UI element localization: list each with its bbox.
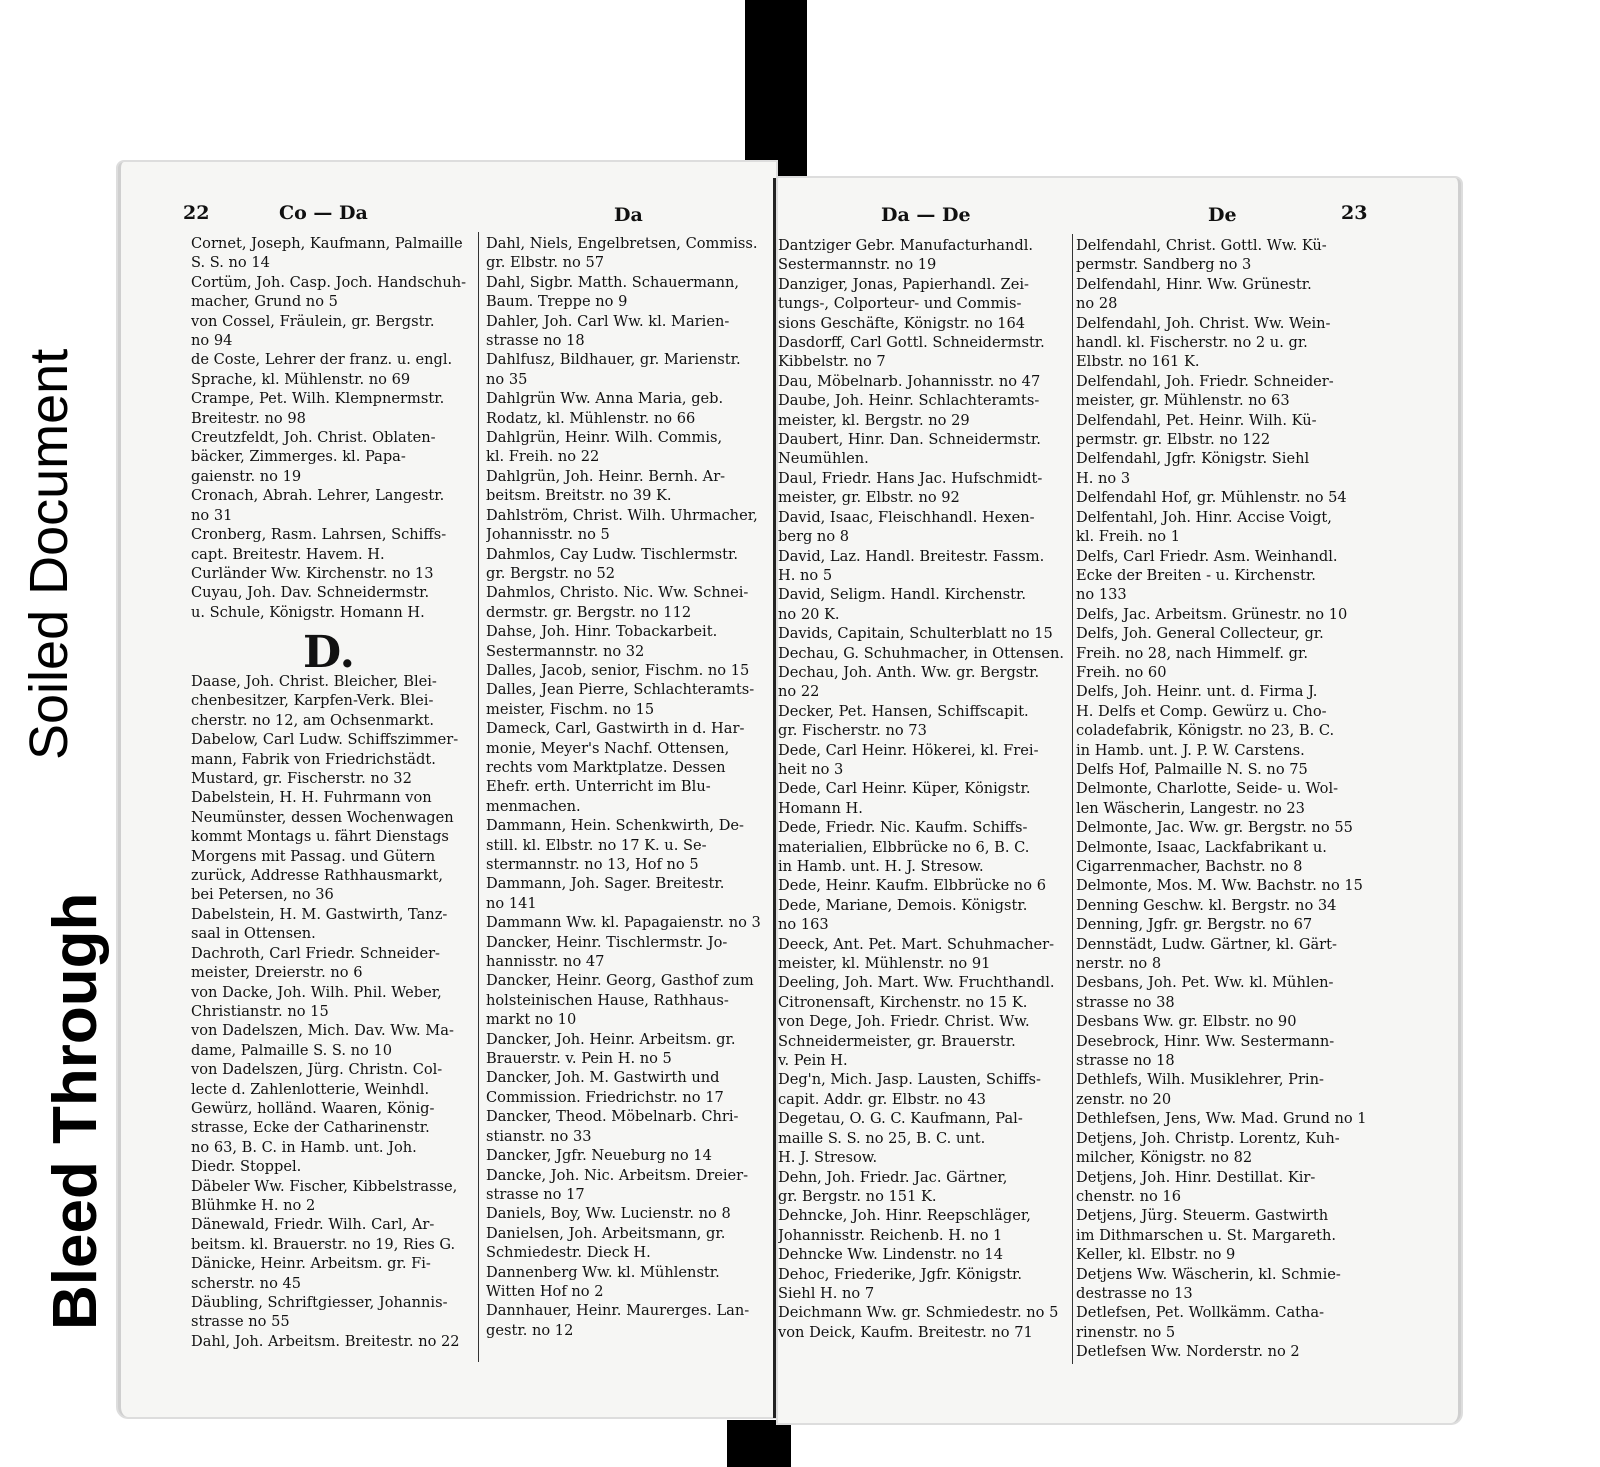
right-column-1 <box>778 236 1068 1342</box>
directory-line: no 35 <box>486 370 528 388</box>
directory-line: maille S. S. no 25, B. C. unt. <box>778 1129 986 1147</box>
directory-line: Blühmke H. no 2 <box>191 1196 316 1214</box>
directory-line: Daniels, Boy, Ww. Lucienstr. no 8 <box>486 1205 731 1223</box>
directory-line: Neumühlen. <box>778 450 869 468</box>
directory-line: lecte d. Zahlenlotterie, Weinhdl. <box>191 1080 430 1098</box>
directory-line: Delmonte, Isaac, Lackfabrikant u. <box>1076 838 1327 856</box>
directory-line: strasse no 18 <box>486 332 585 350</box>
directory-line: Cigarrenmacher, Bachstr. no 8 <box>1076 858 1303 875</box>
directory-line: Dänewald, Friedr. Wilh. Carl, Ar- <box>191 1216 435 1234</box>
directory-line: Homann H. <box>778 799 863 817</box>
directory-line: markt no 10 <box>486 1011 577 1029</box>
directory-line: Baum. Treppe no 9 <box>486 293 628 311</box>
directory-line: Dahlfusz, Bildhauer, gr. Marienstr. <box>486 351 741 369</box>
directory-line: holsteinischen Hause, Rathhaus- <box>486 991 729 1009</box>
directory-line: gaienstr. no 19 <box>191 467 302 485</box>
directory-line: Detjens, Joh. Christp. Lorentz, Kuh- <box>1076 1129 1340 1147</box>
directory-line: Desbans Ww. gr. Elbstr. no 90 <box>1076 1013 1297 1031</box>
directory-line: David, Laz. Handl. Breitestr. Fassm. <box>778 547 1045 565</box>
directory-line: Delfs, Joh. General Collecteur, gr. <box>1076 625 1324 643</box>
directory-line: H. Delfs et Comp. Gewürz u. Cho- <box>1076 702 1327 720</box>
binding-strip-top <box>745 0 807 182</box>
left-header-left: Co — Da <box>279 202 368 224</box>
binding-strip-bottom <box>727 1420 791 1467</box>
directory-line: no 20 K. <box>778 605 840 623</box>
directory-line: Ehefr. erth. Unterricht im Blu- <box>486 778 711 796</box>
directory-line: permstr. Sandberg no 3 <box>1076 256 1252 274</box>
directory-line: Breitestr. no 98 <box>191 409 306 427</box>
directory-line: von Dadelszen, Mich. Dav. Ww. Ma- <box>191 1022 454 1040</box>
right-header-right: De <box>1208 204 1237 226</box>
directory-line: no 63, B. C. in Hamb. unt. Joh. <box>191 1138 417 1156</box>
directory-line: Dahl, Niels, Engelbretsen, Commiss. <box>486 235 758 252</box>
directory-line: meister, kl. Mühlenstr. no 91 <box>778 955 991 973</box>
directory-line: Däubling, Schriftgiesser, Johannis- <box>191 1294 448 1311</box>
directory-line: Deeck, Ant. Pet. Mart. Schuhmacher- <box>778 935 1055 953</box>
directory-line: beitsm. Breitstr. no 39 K. <box>486 487 672 505</box>
directory-line: Dannhauer, Heinr. Maurerges. Lan- <box>486 1302 750 1320</box>
column-rule <box>1072 234 1073 1364</box>
directory-line: Davids, Capitain, Schulterblatt no 15 <box>778 625 1053 643</box>
directory-line: Dancker, Jgfr. Neueburg no 14 <box>486 1147 712 1165</box>
directory-line: Dehncke, Joh. Hinr. Reepschläger, <box>778 1207 1031 1225</box>
directory-line: Neumünster, dessen Wochenwagen <box>191 808 454 826</box>
directory-line: Cuyau, Joh. Dav. Schneidermstr. <box>191 584 430 602</box>
left-column-1-top <box>191 234 473 622</box>
left-page <box>118 162 776 1417</box>
directory-line: stermannstr. no 13, Hof no 5 <box>486 856 699 873</box>
directory-line: heit no 3 <box>778 760 844 778</box>
directory-line: Dau, Möbelnarb. Johannisstr. no 47 <box>778 372 1041 390</box>
directory-line: Dantziger Gebr. Manufacturhandl. <box>778 237 1034 254</box>
directory-line: Mustard, gr. Fischerstr. no 32 <box>191 770 412 788</box>
directory-line: no 94 <box>191 332 233 350</box>
directory-line: von Deick, Kaufm. Breitestr. no 71 <box>778 1323 1033 1341</box>
directory-line: Schmiedestr. Dieck H. <box>486 1244 651 1262</box>
directory-line: meister, kl. Bergstr. no 29 <box>778 411 970 429</box>
directory-line: Dahlgrün Ww. Anna Maria, geb. <box>486 390 724 408</box>
directory-line: Delfentahl, Joh. Hinr. Accise Voigt, <box>1076 508 1332 526</box>
directory-line: Delfendahl, Jgfr. Königstr. Siehl <box>1076 450 1310 468</box>
directory-line: Daubert, Hinr. Dan. Schneidermstr. <box>778 431 1041 449</box>
directory-line: Citronensaft, Kirchenstr. no 15 K. <box>778 993 1028 1011</box>
directory-line: Sestermannstr. no 32 <box>486 642 645 660</box>
directory-line: zurück, Addresse Rathhausmarkt, <box>191 867 443 885</box>
directory-line: Dabelstein, H. M. Gastwirth, Tanz- <box>191 905 448 923</box>
directory-line: H. no 3 <box>1076 469 1131 487</box>
directory-line: David, Isaac, Fleischhandl. Hexen- <box>778 508 1035 526</box>
directory-line: strasse no 55 <box>191 1313 290 1331</box>
section-letter: D. <box>303 627 355 678</box>
directory-line: Keller, kl. Elbstr. no 9 <box>1076 1246 1236 1264</box>
directory-line: Dancker, Heinr. Georg, Gasthof zum <box>486 972 754 990</box>
directory-line: Degetau, O. G. C. Kaufmann, Pal- <box>778 1110 1023 1128</box>
left-column-2 <box>486 234 771 1340</box>
directory-line: kl. Freih. no 22 <box>486 448 600 466</box>
directory-line: S. S. no 14 <box>191 254 270 272</box>
directory-line: von Dege, Joh. Friedr. Christ. Ww. <box>778 1013 1030 1031</box>
directory-line: strasse, Ecke der Catharinenstr. <box>191 1119 430 1137</box>
directory-line: Witten Hof no 2 <box>486 1282 604 1300</box>
directory-line: Dancker, Heinr. Tischlermstr. Jo- <box>486 933 728 951</box>
directory-line: sions Geschäfte, Königstr. no 164 <box>778 314 1026 332</box>
directory-line: Däbeler Ww. Fischer, Kibbelstrasse, <box>191 1177 458 1195</box>
directory-line: Delfendahl, Hinr. Ww. Grünestr. <box>1076 275 1312 293</box>
directory-line: Schneidermeister, gr. Brauerstr. <box>778 1032 1016 1050</box>
directory-line: Dahmlos, Cay Ludw. Tischlermstr. <box>486 545 739 563</box>
directory-line: v. Pein H. <box>778 1052 848 1070</box>
directory-line: Dethlefs, Wilh. Musiklehrer, Prin- <box>1076 1071 1324 1089</box>
directory-line: Curländer Ww. Kirchenstr. no 13 <box>191 564 434 582</box>
directory-line: Rodatz, kl. Mühlenstr. no 66 <box>486 409 696 427</box>
directory-line: berg no 8 <box>778 528 850 546</box>
directory-line: David, Seligm. Handl. Kirchenstr. <box>778 586 1026 604</box>
directory-line: Desbans, Joh. Pet. Ww. kl. Mühlen- <box>1076 974 1334 992</box>
directory-line: dame, Palmaille S. S. no 10 <box>191 1041 393 1059</box>
directory-line: u. Schule, Königstr. Homann H. <box>191 603 425 621</box>
directory-line: Ecke der Breiten - u. Kirchenstr. <box>1076 566 1316 584</box>
directory-line: im Dithmarschen u. St. Margareth. <box>1076 1226 1337 1244</box>
directory-line: no 22 <box>778 683 820 701</box>
directory-line: Daul, Friedr. Hans Jac. Hufschmidt- <box>778 469 1043 487</box>
directory-line: Dameck, Carl, Gastwirth in d. Har- <box>486 720 745 738</box>
directory-line: Dahse, Joh. Hinr. Tobackarbeit. <box>486 623 718 641</box>
directory-line: Detlefsen, Pet. Wollkämm. Catha- <box>1076 1304 1325 1322</box>
directory-line: Dahl, Joh. Arbeitsm. Breitestr. no 22 <box>191 1332 460 1350</box>
directory-line: Dehn, Joh. Friedr. Jac. Gärtner, <box>778 1168 1008 1186</box>
directory-line: Denning, Jgfr. gr. Bergstr. no 67 <box>1076 916 1313 934</box>
directory-line: meister, gr. Elbstr. no 92 <box>778 489 960 507</box>
directory-line: Dachroth, Carl Friedr. Schneider- <box>191 944 440 962</box>
left-column-1-bottom <box>191 672 473 1351</box>
directory-line: no 141 <box>486 894 537 912</box>
directory-line: Morgens mit Passag. und Gütern <box>191 847 436 865</box>
directory-line: Denning Geschw. kl. Bergstr. no 34 <box>1076 896 1337 914</box>
left-page-number: 22 <box>183 202 210 224</box>
directory-line: Delfs, Joh. Heinr. unt. d. Firma J. <box>1076 683 1318 701</box>
directory-line: Creutzfeldt, Joh. Christ. Oblaten- <box>191 429 436 447</box>
directory-line: Daube, Joh. Heinr. Schlachteramts- <box>778 392 1040 410</box>
directory-line: no 163 <box>778 916 829 934</box>
directory-line: Delfendahl Hof, gr. Mühlenstr. no 54 <box>1076 489 1347 507</box>
directory-line: meister, Dreierstr. no 6 <box>191 964 363 982</box>
directory-line: bei Petersen, no 36 <box>191 886 334 904</box>
directory-line: Dehoc, Friederike, Jgfr. Königstr. <box>778 1265 1023 1283</box>
directory-line: Dancker, Joh. Heinr. Arbeitsm. gr. <box>486 1030 736 1048</box>
directory-line: Dahlgrün, Joh. Heinr. Bernh. Ar- <box>486 467 726 485</box>
directory-line: Cronach, Abrah. Lehrer, Langestr. <box>191 487 445 505</box>
directory-line: Dennstädt, Ludw. Gärtner, kl. Gärt- <box>1076 935 1337 953</box>
directory-line: Delmonte, Mos. M. Ww. Bachstr. no 15 <box>1076 877 1363 895</box>
directory-line: strasse no 18 <box>1076 1052 1175 1070</box>
directory-line: Cortüm, Joh. Casp. Joch. Handschuh- <box>191 273 467 291</box>
directory-line: menmachen. <box>486 797 581 815</box>
directory-line: Delfendahl, Joh. Christ. Ww. Wein- <box>1076 314 1331 332</box>
directory-line: Desebrock, Hinr. Ww. Sestermann- <box>1076 1032 1335 1050</box>
directory-line: Dahlgrün, Heinr. Wilh. Commis, <box>486 429 723 447</box>
directory-line: Deichmann Ww. gr. Schmiedestr. no 5 <box>778 1304 1059 1322</box>
directory-line: Dechau, G. Schuhmacher, in Ottensen. <box>778 644 1065 662</box>
directory-line: Freih. no 60 <box>1076 663 1167 681</box>
directory-line: no 28 <box>1076 295 1118 313</box>
directory-line: destrasse no 13 <box>1076 1284 1193 1302</box>
directory-line: Dahlström, Christ. Wilh. Uhrmacher, <box>486 506 758 524</box>
directory-line: Christianstr. no 15 <box>191 1002 329 1020</box>
directory-line: Dahl, Sigbr. Matth. Schauermann, <box>486 273 740 291</box>
directory-line: von Dacke, Joh. Wilh. Phil. Weber, <box>191 983 442 1001</box>
directory-line: kl. Freih. no 1 <box>1076 528 1180 546</box>
directory-line: Detjens, Joh. Hinr. Destillat. Kir- <box>1076 1168 1316 1186</box>
directory-line: kommt Montags u. fährt Dienstags <box>191 828 449 846</box>
directory-line: Decker, Pet. Hansen, Schiffscapit. <box>778 702 1029 720</box>
directory-line: Detlefsen Ww. Norderstr. no 2 <box>1076 1343 1300 1361</box>
directory-line: Dannenberg Ww. kl. Mühlenstr. <box>486 1263 720 1281</box>
directory-line: Johannisstr. Reichenb. H. no 1 <box>778 1226 1003 1244</box>
directory-line: Dehncke Ww. Lindenstr. no 14 <box>778 1246 1003 1264</box>
directory-line: H. J. Stresow. <box>778 1149 878 1167</box>
directory-line: in Hamb. unt. J. P. W. Carstens. <box>1076 741 1305 759</box>
directory-line: len Wäscherin, Langestr. no 23 <box>1076 799 1305 817</box>
directory-line: Commission. Friedrichstr. no 17 <box>486 1088 724 1106</box>
directory-line: beitsm. kl. Brauerstr. no 19, Ries G. <box>191 1235 456 1253</box>
directory-line: handl. kl. Fischerstr. no 2 u. gr. <box>1076 334 1308 352</box>
directory-line: Detjens, Jürg. Steuerm. Gastwirth <box>1076 1207 1329 1225</box>
directory-line: Dede, Carl Heinr. Hökerei, kl. Frei- <box>778 741 1039 759</box>
directory-line: Dede, Heinr. Kaufm. Elbbrücke no 6 <box>778 877 1046 895</box>
directory-line: gr. Bergstr. no 151 K. <box>778 1187 937 1205</box>
directory-line: Delfs, Jac. Arbeitsm. Grünestr. no 10 <box>1076 605 1348 623</box>
directory-line: zenstr. no 20 <box>1076 1090 1172 1108</box>
directory-line: Dalles, Jean Pierre, Schlachteramts- <box>486 681 755 699</box>
directory-line: gestr. no 12 <box>486 1321 574 1339</box>
directory-line: Delfendahl, Pet. Heinr. Wilh. Kü- <box>1076 411 1317 429</box>
directory-line: Dasdorff, Carl Gottl. Schneidermstr. <box>778 334 1045 352</box>
directory-line: strasse no 38 <box>1076 993 1175 1011</box>
directory-line: Deg'n, Mich. Jasp. Lausten, Schiffs- <box>778 1071 1041 1089</box>
directory-line: tungs-, Colporteur- und Commis- <box>778 295 1022 313</box>
directory-line: Siehl H. no 7 <box>778 1284 875 1302</box>
directory-line: mann, Fabrik von Friedrichstädt. <box>191 750 436 768</box>
directory-line: H. no 5 <box>778 566 833 584</box>
directory-line: Cronberg, Rasm. Lahrsen, Schiffs- <box>191 526 447 544</box>
directory-line: cherstr. no 12, am Ochsenmarkt. <box>191 711 434 729</box>
directory-line: Dahler, Joh. Carl Ww. kl. Marien- <box>486 312 730 330</box>
directory-line: von Dadelszen, Jürg. Christn. Col- <box>191 1061 443 1079</box>
directory-line: Diedr. Stoppel. <box>191 1158 302 1176</box>
directory-line: capt. Breitestr. Havem. H. <box>191 545 385 563</box>
directory-line: hannisstr. no 47 <box>486 953 605 971</box>
directory-line: chenstr. no 16 <box>1076 1187 1182 1205</box>
directory-line: no 133 <box>1076 586 1127 604</box>
directory-line: in Hamb. unt. H. J. Stresow. <box>778 858 984 875</box>
right-page-number: 23 <box>1341 202 1368 224</box>
directory-line: Dancker, Joh. M. Gastwirth und <box>486 1069 720 1087</box>
directory-line: Daase, Joh. Christ. Bleicher, Blei- <box>191 673 437 690</box>
directory-line: Delmonte, Jac. Ww. gr. Bergstr. no 55 <box>1076 819 1353 837</box>
directory-line: Dede, Carl Heinr. Küper, Königstr. <box>778 780 1031 798</box>
directory-line: Danziger, Jonas, Papierhandl. Zei- <box>778 275 1029 293</box>
directory-line: Dahmlos, Christo. Nic. Ww. Schnei- <box>486 584 749 602</box>
directory-line: Crampe, Pet. Wilh. Klempnermstr. <box>191 390 445 408</box>
directory-line: Delfendahl, Christ. Gottl. Ww. Kü- <box>1076 237 1327 254</box>
directory-line: de Coste, Lehrer der franz. u. engl. <box>191 351 453 369</box>
directory-line: coladefabrik, Königstr. no 23, B. C. <box>1076 722 1335 740</box>
directory-line: rinenstr. no 5 <box>1076 1323 1176 1341</box>
directory-line: von Cossel, Fräulein, gr. Bergstr. <box>191 312 435 330</box>
directory-line: gr. Bergstr. no 52 <box>486 564 616 582</box>
directory-line: Gewürz, holländ. Waaren, König- <box>191 1099 435 1117</box>
directory-line: strasse no 17 <box>486 1185 585 1203</box>
directory-line: meister, Fischm. no 15 <box>486 700 655 718</box>
directory-line: macher, Grund no 5 <box>191 293 338 311</box>
column-rule <box>478 232 479 1362</box>
directory-line: Sprache, kl. Mühlenstr. no 69 <box>191 370 411 388</box>
directory-line: milcher, Königstr. no 82 <box>1076 1149 1253 1167</box>
left-header-right: Da <box>614 204 643 226</box>
directory-line: rechts vom Marktplatze. Dessen <box>486 758 726 776</box>
directory-line: materialien, Elbbrücke no 6, B. C. <box>778 838 1030 856</box>
directory-line: Delfs Hof, Palmaille N. S. no 75 <box>1076 760 1308 778</box>
bleed-through-label: Bleed Through <box>41 892 110 1330</box>
directory-line: Delfendahl, Joh. Friedr. Schneider- <box>1076 372 1334 390</box>
directory-line: dermstr. gr. Bergstr. no 112 <box>486 603 692 621</box>
directory-line: Dammann, Hein. Schenkwirth, De- <box>486 817 744 835</box>
directory-line: Deeling, Joh. Mart. Ww. Fruchthandl. <box>778 974 1055 992</box>
directory-line: still. kl. Elbstr. no 17 K. u. Se- <box>486 836 707 854</box>
directory-line: monie, Meyer's Nachf. Ottensen, <box>486 739 730 757</box>
directory-line: Dede, Friedr. Nic. Kaufm. Schiffs- <box>778 819 1028 837</box>
directory-line: nerstr. no 8 <box>1076 955 1162 973</box>
right-column-2 <box>1076 236 1371 1362</box>
directory-line: Delfs, Carl Friedr. Asm. Weinhandl. <box>1076 547 1338 565</box>
right-header-left: Da — De <box>881 204 971 226</box>
directory-line: saal in Ottensen. <box>191 925 316 943</box>
directory-line: Dänicke, Heinr. Arbeitsm. gr. Fi- <box>191 1255 431 1273</box>
directory-line: meister, gr. Mühlenstr. no 63 <box>1076 392 1290 410</box>
directory-line: Brauerstr. v. Pein H. no 5 <box>486 1050 672 1068</box>
directory-line: Kibbelstr. no 7 <box>778 353 886 371</box>
directory-line: Cornet, Joseph, Kaufmann, Palmaille <box>191 235 463 252</box>
directory-line: Dalles, Jacob, senior, Fischm. no 15 <box>486 661 750 679</box>
directory-line: Dammann Ww. kl. Papagaienstr. no 3 <box>486 914 761 932</box>
directory-line: Elbstr. no 161 K. <box>1076 353 1200 371</box>
directory-line: Dammann, Joh. Sager. Breitestr. <box>486 875 725 893</box>
right-page <box>778 178 1461 1423</box>
directory-line: gr. Fischerstr. no 73 <box>778 722 927 740</box>
directory-line: Johannisstr. no 5 <box>486 526 610 544</box>
directory-line: Dabelow, Carl Ludw. Schiffszimmer- <box>191 731 459 749</box>
directory-line: stianstr. no 33 <box>486 1127 592 1145</box>
directory-line: chenbesitzer, Karpfen-Verk. Blei- <box>191 692 434 710</box>
directory-line: bäcker, Zimmerges. kl. Papa- <box>191 448 406 466</box>
soiled-document-label: Soiled Document <box>19 348 79 760</box>
directory-line: permstr. gr. Elbstr. no 122 <box>1076 431 1271 449</box>
directory-line: Delmonte, Charlotte, Seide- u. Wol- <box>1076 780 1339 798</box>
directory-line: Dancker, Theod. Möbelnarb. Chri- <box>486 1108 739 1126</box>
directory-line: capit. Addr. gr. Elbstr. no 43 <box>778 1090 986 1108</box>
directory-line: Sestermannstr. no 19 <box>778 256 937 274</box>
directory-line: no 31 <box>191 506 233 524</box>
directory-line: Freih. no 28, nach Himmelf. gr. <box>1076 644 1308 662</box>
directory-line: gr. Elbstr. no 57 <box>486 254 605 272</box>
directory-line: Detjens Ww. Wäscherin, kl. Schmie- <box>1076 1265 1341 1283</box>
directory-line: scherstr. no 45 <box>191 1274 302 1292</box>
directory-line: Dethlefsen, Jens, Ww. Mad. Grund no 1 <box>1076 1110 1367 1128</box>
directory-line: Dabelstein, H. H. Fuhrmann von <box>191 789 432 807</box>
directory-line: Dechau, Joh. Anth. Ww. gr. Bergstr. <box>778 663 1040 681</box>
directory-line: Dancke, Joh. Nic. Arbeitsm. Dreier- <box>486 1166 749 1184</box>
directory-line: Dede, Mariane, Demois. Königstr. <box>778 896 1028 914</box>
directory-line: Danielsen, Joh. Arbeitsmann, gr. <box>486 1224 726 1242</box>
